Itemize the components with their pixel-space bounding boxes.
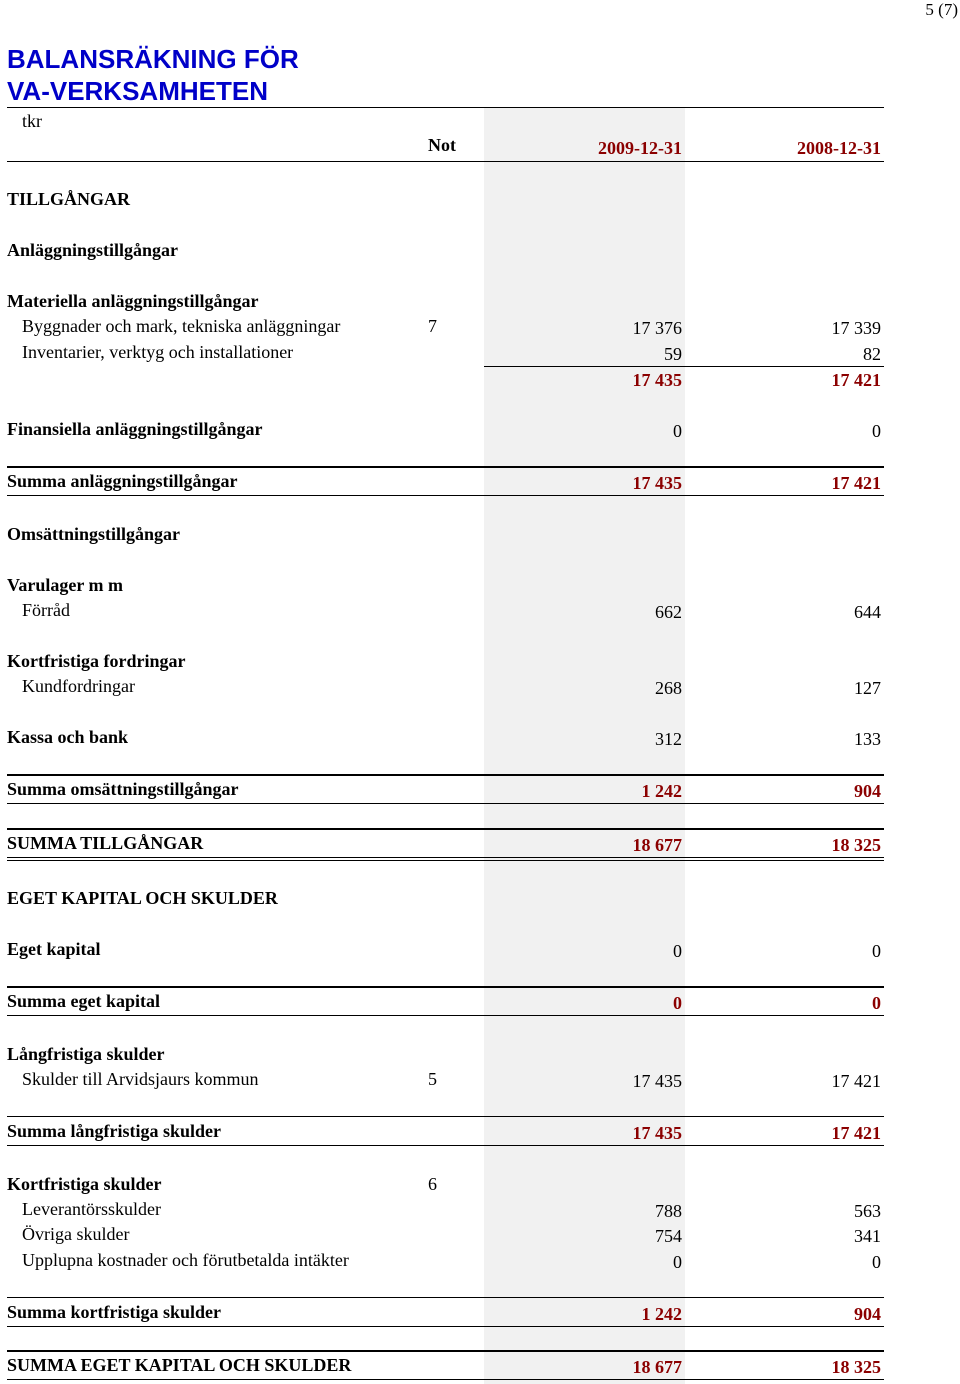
sum-rule	[7, 1326, 884, 1327]
sum-rule	[7, 1145, 884, 1146]
row-label: Skulder till Arvidsjaurs kommun	[22, 1069, 259, 1089]
row-value-2008: 82	[863, 344, 881, 364]
sum-value-2009: 1 242	[641, 1304, 682, 1324]
subtotal-rule	[484, 366, 884, 367]
sum-value-2009: 17 435	[632, 473, 682, 493]
total-label: SUMMA EGET KAPITAL OCH SKULDER	[7, 1355, 352, 1375]
page-title-line2: VA-VERKSAMHETEN	[7, 76, 268, 106]
total-rule	[7, 1379, 884, 1380]
row-value-2009: 788	[655, 1201, 682, 1221]
total-rule	[7, 857, 884, 858]
sum-rule	[7, 1015, 884, 1016]
row-value-2008: 133	[854, 729, 881, 749]
sum-rule	[7, 466, 884, 468]
header-rule	[7, 161, 884, 162]
row-value-2009: 17 376	[632, 318, 682, 338]
liabilities-heading: EGET KAPITAL OCH SKULDER	[7, 888, 278, 908]
row-value-2009: 268	[655, 678, 682, 698]
sum-rule	[7, 1297, 884, 1298]
assets-heading: TILLGÅNGAR	[7, 189, 131, 209]
row-label: Förråd	[22, 600, 70, 620]
sum-rule	[7, 1116, 884, 1117]
row-label: Övriga skulder	[22, 1224, 130, 1244]
sum-value-2008: 17 421	[831, 1123, 881, 1143]
col2-header: 2008-12-31	[797, 138, 881, 158]
row-value-2008: 0	[872, 421, 881, 441]
row-value-2009: 59	[664, 344, 682, 364]
sum-value-2009: 17 435	[632, 1123, 682, 1143]
row-label: Inventarier, verktyg och installationer	[22, 342, 294, 362]
sum-value-2008: 904	[854, 1304, 881, 1324]
row-label: Leverantörsskulder	[22, 1199, 161, 1219]
note-header: Not	[428, 135, 456, 155]
row-value-2008: 341	[854, 1226, 881, 1246]
row-value-2008: 127	[854, 678, 881, 698]
row-label: Upplupna kostnader och förutbetalda intäkter	[22, 1250, 349, 1270]
subtotal-value-2009: 17 435	[632, 370, 682, 390]
row-note: 6	[428, 1174, 437, 1194]
sum-rule	[7, 803, 884, 804]
row-label: Byggnader och mark, tekniska anläggningar	[22, 316, 341, 336]
col1-header: 2009-12-31	[598, 138, 682, 158]
sum-value-2008: 904	[854, 781, 881, 801]
total-value-2008: 18 325	[831, 835, 881, 855]
total-value-2009: 18 677	[632, 1357, 682, 1377]
row-value-2009: 0	[673, 1252, 682, 1272]
subtotal-value-2008: 17 421	[831, 370, 881, 390]
total-value-2009: 18 677	[632, 835, 682, 855]
sum-value-2008: 0	[872, 993, 881, 1013]
title-rule	[7, 107, 884, 108]
page-title-line1: BALANSRÄKNING FÖR	[7, 44, 299, 74]
row-value-2009: 0	[673, 941, 682, 961]
row-label: Kundfordringar	[22, 676, 135, 696]
sum-label: Summa anläggningstillgångar	[7, 471, 238, 491]
row-value-2008: 563	[854, 1201, 881, 1221]
fixed-assets-heading: Anläggningstillgångar	[7, 240, 179, 260]
row-note: 7	[428, 316, 437, 336]
shortterm-heading: Kortfristiga skulder	[7, 1174, 162, 1194]
row-label: Kassa och bank	[7, 727, 129, 747]
sum-rule	[7, 495, 884, 496]
sum-rule	[7, 986, 884, 988]
page-number: 5 (7)	[925, 0, 958, 19]
sum-label: Summa långfristiga skulder	[7, 1121, 222, 1141]
row-value-2008: 0	[872, 941, 881, 961]
sum-label: Summa omsättningstillgångar	[7, 779, 239, 799]
receivables-heading: Kortfristiga fordringar	[7, 651, 186, 671]
stock-heading: Varulager m m	[7, 575, 123, 595]
sum-value-2008: 17 421	[831, 473, 881, 493]
sum-rule	[7, 774, 884, 776]
sum-value-2009: 0	[673, 993, 682, 1013]
row-value-2008: 0	[872, 1252, 881, 1272]
sum-label: Summa eget kapital	[7, 991, 160, 1011]
total-rule	[7, 860, 884, 861]
row-value-2009: 17 435	[632, 1071, 682, 1091]
row-note: 5	[428, 1069, 437, 1089]
longterm-heading: Långfristiga skulder	[7, 1044, 165, 1064]
row-value-2008: 17 421	[831, 1071, 881, 1091]
row-value-2009: 0	[673, 421, 682, 441]
total-rule	[7, 828, 884, 830]
row-value-2009: 754	[655, 1226, 682, 1246]
row-value-2009: 312	[655, 729, 682, 749]
current-assets-heading: Omsättningstillgångar	[7, 524, 181, 544]
sum-value-2009: 1 242	[641, 781, 682, 801]
row-value-2008: 644	[854, 602, 881, 622]
total-label: SUMMA TILLGÅNGAR	[7, 833, 204, 853]
unit-label: tkr	[22, 111, 42, 131]
sum-label: Summa kortfristiga skulder	[7, 1302, 222, 1322]
row-value-2008: 17 339	[831, 318, 881, 338]
row-label: Eget kapital	[7, 939, 101, 959]
total-value-2008: 18 325	[831, 1357, 881, 1377]
row-value-2009: 662	[655, 602, 682, 622]
row-label: Finansiella anläggningstillgångar	[7, 419, 263, 439]
tangible-heading: Materiella anläggningstillgångar	[7, 291, 259, 311]
total-rule	[7, 1350, 884, 1352]
